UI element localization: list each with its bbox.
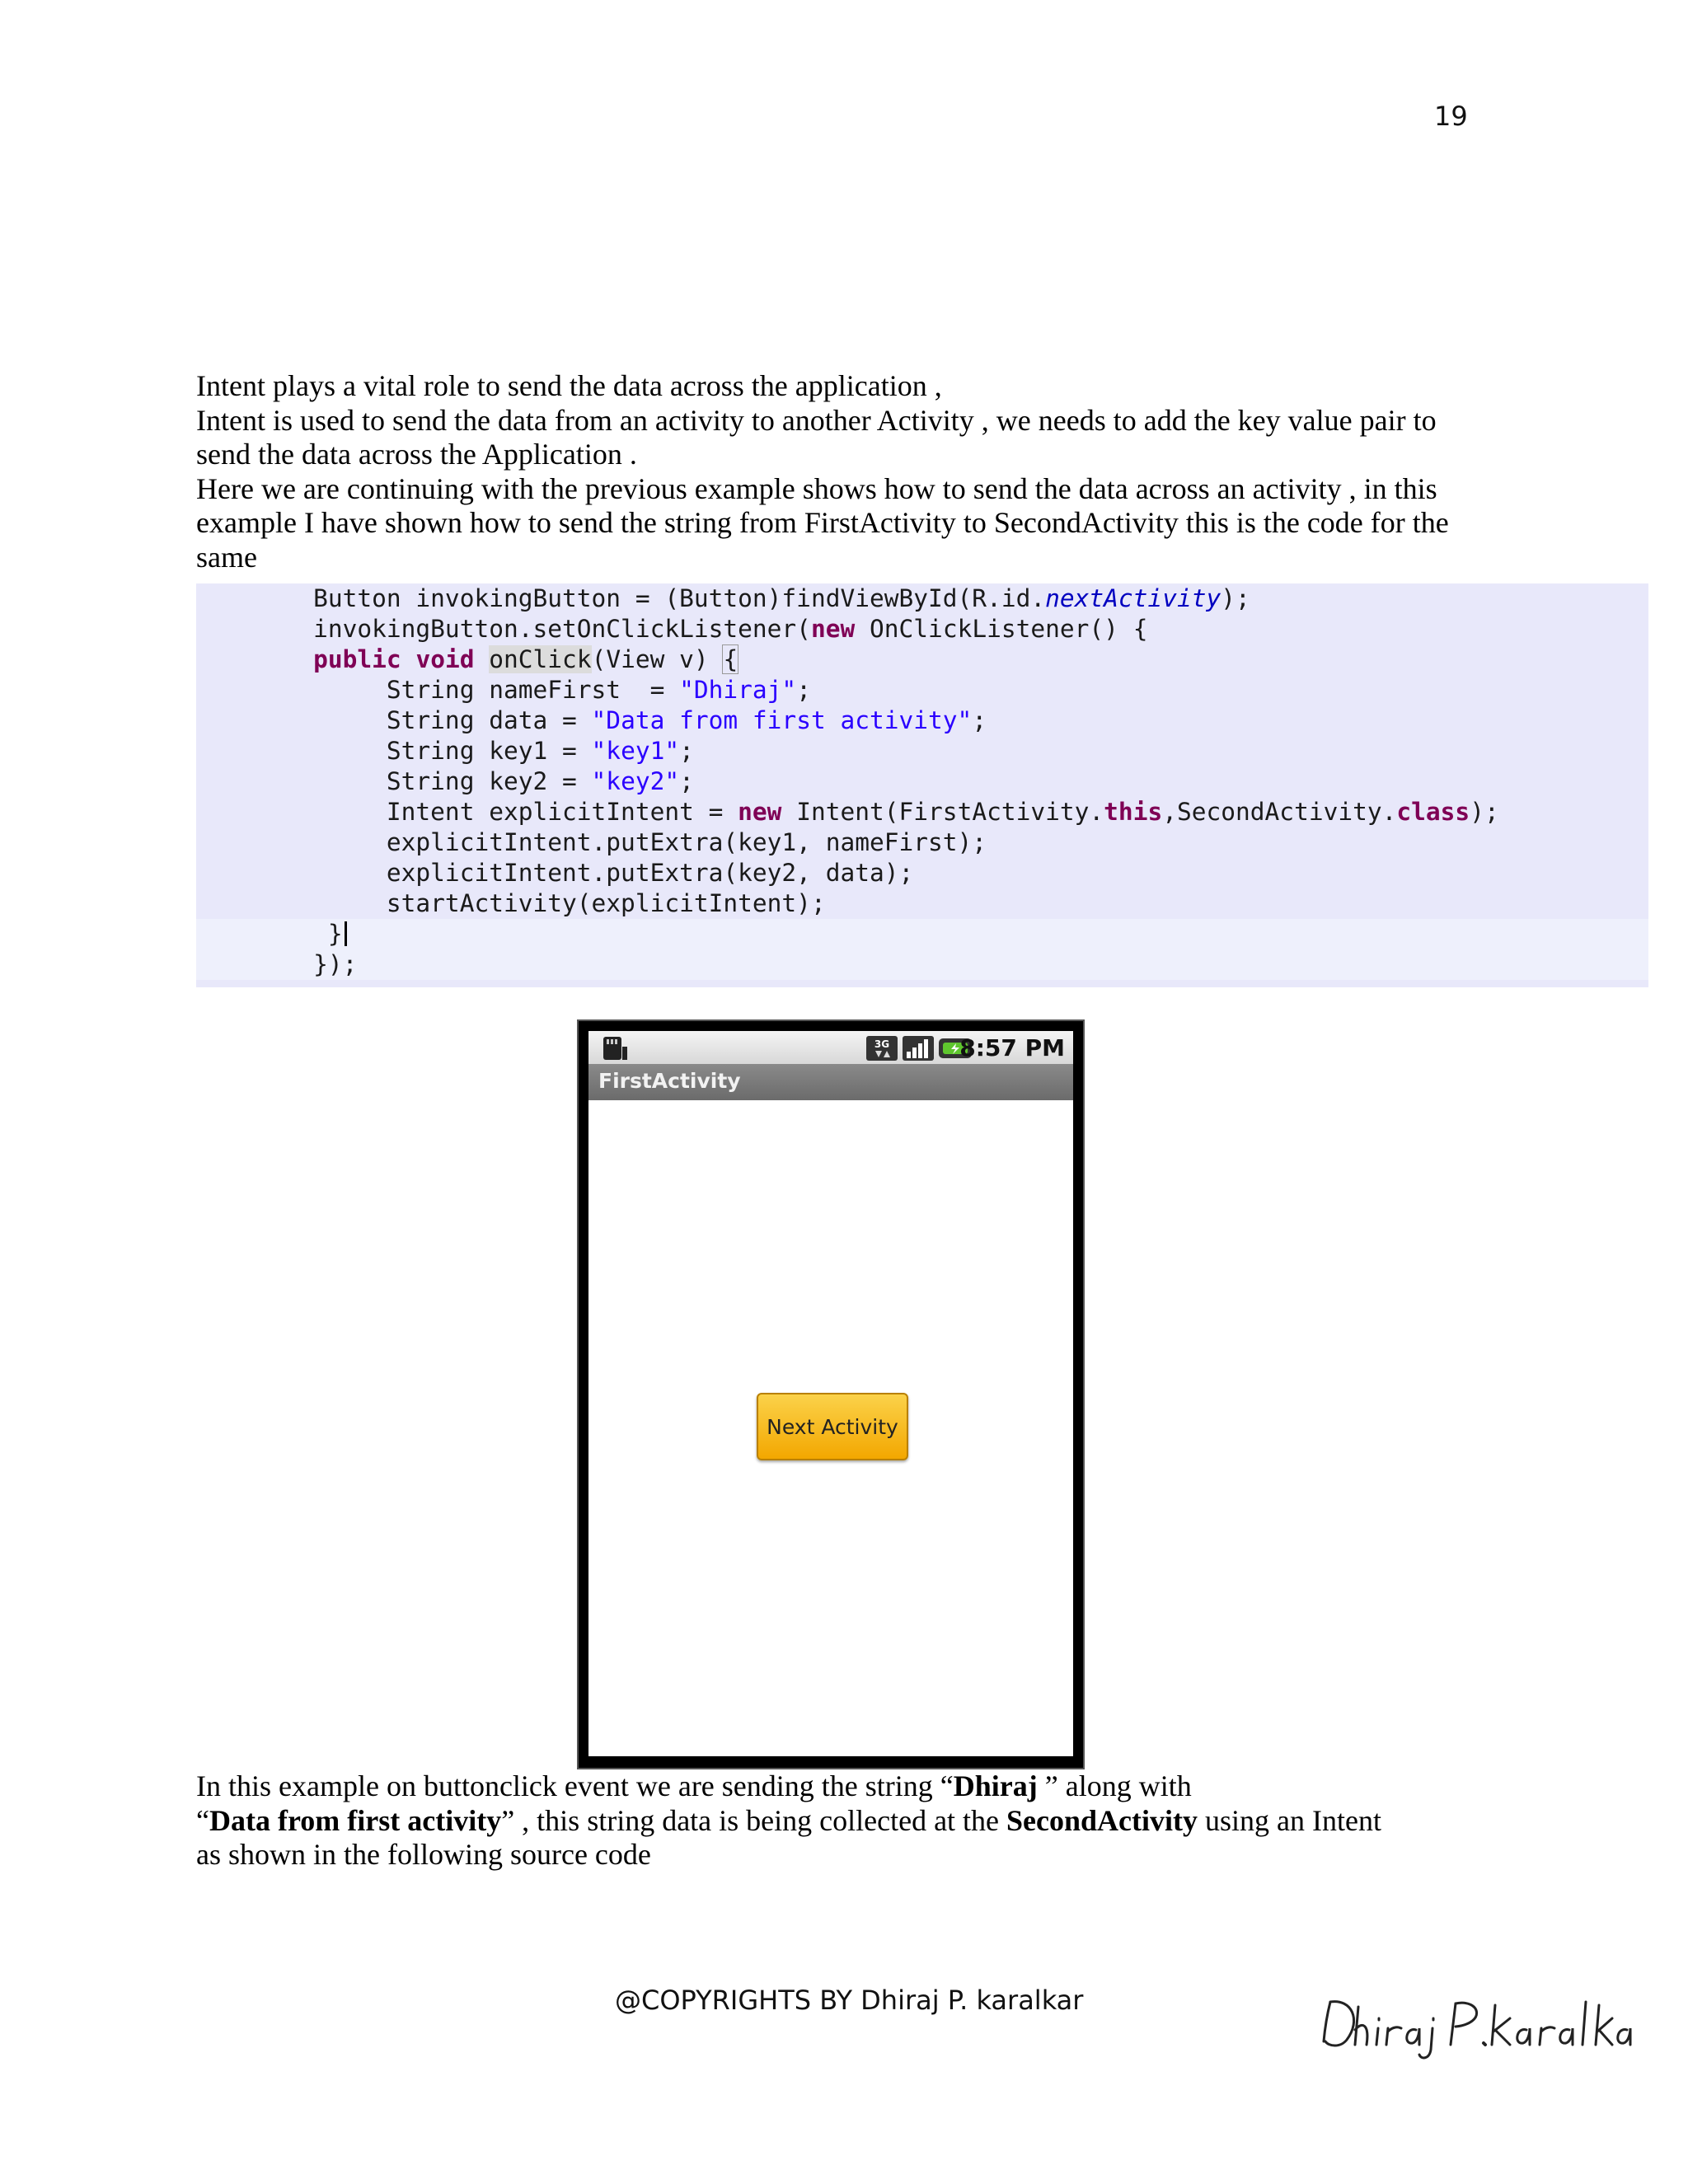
sd-card-icon — [602, 1035, 630, 1062]
code-line: } — [196, 919, 1648, 949]
code-block — [196, 583, 1648, 987]
code-line: }); — [196, 949, 1648, 980]
code-line: String key1 = "key1"; — [196, 737, 694, 765]
intro-line: Here we are continuing with the previous example shows how to send the data across an activity , in this — [196, 471, 1437, 505]
text-cursor — [345, 921, 347, 946]
phone-screenshot — [577, 1019, 1085, 1769]
intro-line: send the data across the Application . — [196, 438, 637, 471]
code-line: public void onClick(View v) { — [313, 645, 738, 673]
intro-line: example I have shown how to send the string from FirstActivity to SecondActivity this is the code for the — [196, 506, 1449, 539]
body-line: In this example on buttonclick event we are sending the string “Dhiraj ” along with — [196, 1769, 1192, 1802]
activity-content — [588, 1100, 1073, 1756]
code-line: String nameFirst = "Dhiraj"; — [196, 676, 811, 704]
activity-title-bar — [588, 1064, 1073, 1100]
intro-line: Intent plays a vital role to send the data across the application , — [196, 369, 942, 402]
body-paragraph — [196, 1769, 1482, 1872]
code-line: explicitIntent.putExtra(key1, nameFirst); — [196, 828, 987, 856]
svg-text:3G: 3G — [874, 1038, 890, 1050]
page-number: 19 — [1434, 101, 1468, 132]
code-line: invokingButton.setOnClickListener(new OnClickListener() { — [196, 615, 1148, 643]
signal-bars-icon — [902, 1035, 935, 1062]
status-clock: 8:57 PM — [959, 1034, 1065, 1062]
code-line: String key2 = "key2"; — [196, 767, 694, 795]
copyright-footer: @COPYRIGHTS BY Dhiraj P. karalkar — [615, 1985, 1084, 2016]
intro-line: same — [196, 540, 257, 574]
code-line: String data = "Data from first activity"; — [196, 706, 987, 734]
network-3g-icon — [865, 1035, 898, 1062]
code-line: Button invokingButton = (Button)findViewById(R.id.nextActivity); — [196, 584, 1250, 612]
handwritten-signature — [1319, 1990, 1632, 2064]
intro-line: Intent is used to send the data from an activity to another Activity , we needs to add the key value pair to — [196, 403, 1437, 437]
activity-title: FirstActivity — [598, 1069, 741, 1093]
code-line: Intent explicitIntent = new Intent(FirstActivity.this,SecondActivity.class); — [196, 798, 1499, 826]
body-line: as shown in the following source code — [196, 1838, 651, 1871]
code-line: explicitIntent.putExtra(key2, data); — [196, 859, 914, 887]
code-line: startActivity(explicitIntent); — [196, 889, 826, 917]
next-activity-button[interactable]: Next Activity — [757, 1393, 908, 1460]
intro-paragraph — [196, 369, 1482, 574]
body-line: “Data from first activity” , this string data is being collected at the SecondActivity using an Intent — [196, 1803, 1381, 1837]
status-bar — [588, 1031, 1073, 1064]
